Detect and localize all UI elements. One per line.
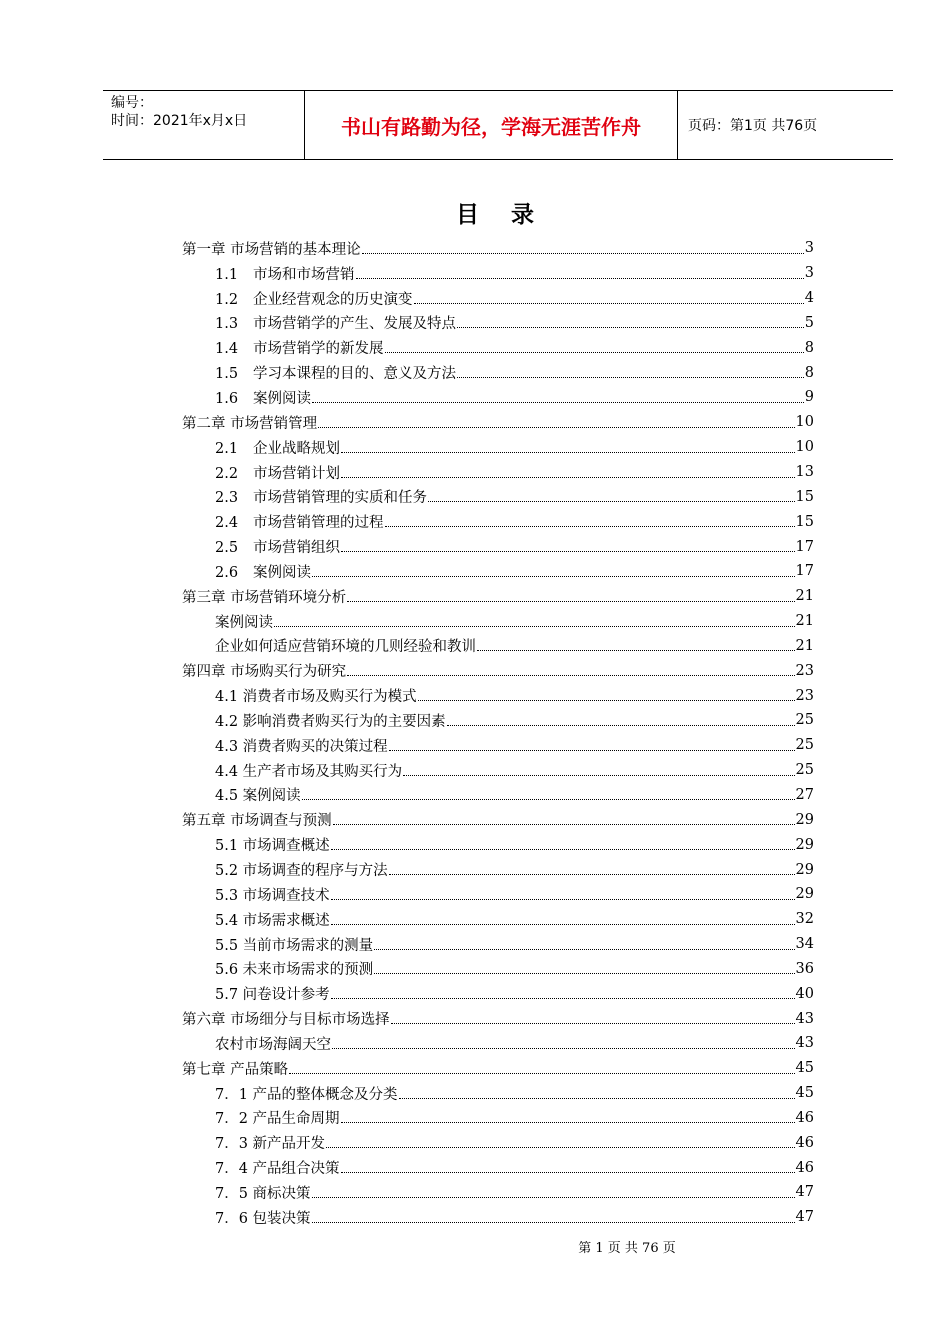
- toc-dot-leader: [312, 1222, 795, 1223]
- toc-entry-text: 4.4 生产者市场及其购买行为: [215, 763, 403, 780]
- toc-dot-leader: [347, 675, 794, 676]
- toc-page-number: 34: [795, 936, 814, 953]
- toc-entry-number: 2.3: [215, 490, 239, 507]
- toc-entry-label: [215, 934, 373, 955]
- toc-dot-leader: [326, 1147, 794, 1148]
- toc-entry-label: [215, 635, 476, 656]
- toc-dot-leader: [457, 377, 804, 378]
- toc-entry-text: 4.2 影响消费者购买行为的主要因素: [215, 713, 446, 730]
- toc-page-number: 25: [795, 712, 814, 729]
- toc-entry[interactable]: [182, 1205, 814, 1230]
- toc-entry-label: [215, 1157, 340, 1178]
- toc-entry[interactable]: [182, 1081, 814, 1106]
- toc-entry-label: [182, 586, 346, 607]
- toc-page-number: 45: [795, 1085, 814, 1102]
- toc-page-number: 10: [795, 439, 814, 456]
- toc-entry-label: [182, 238, 361, 259]
- toc-dot-leader: [312, 576, 795, 577]
- page-header: [103, 90, 893, 160]
- toc-entry-label: [215, 1033, 331, 1054]
- toc-page-number: 36: [795, 960, 814, 977]
- toc-entry-number: 1.5: [215, 366, 239, 383]
- toc-entry-text: 企业经营观念的历史演变: [253, 291, 413, 308]
- toc-page-number: 29: [795, 811, 814, 828]
- toc-entry-label: [215, 784, 301, 805]
- toc-entry-text: 4.5 案例阅读: [215, 788, 301, 805]
- toc-entry-text: 第二章 市场营销管理: [182, 415, 318, 432]
- toc-entry[interactable]: [182, 311, 814, 336]
- toc-page-number: 10: [795, 414, 814, 431]
- toc-entry-label: [182, 1008, 390, 1029]
- toc-entry-label: [215, 561, 311, 582]
- toc-entry[interactable]: [182, 1006, 814, 1031]
- toc-entry-text: 学习本课程的目的、意义及方法: [253, 366, 456, 383]
- toc-entry[interactable]: [182, 509, 814, 534]
- toc-page-number: 43: [795, 1010, 814, 1027]
- toc-dot-leader: [341, 551, 795, 552]
- toc-dot-leader: [347, 601, 794, 602]
- toc-page-number: 17: [795, 538, 814, 555]
- toc-dot-leader: [403, 775, 794, 776]
- toc-entry-text: 5.4 市场需求概述: [215, 912, 330, 929]
- toc-page-number: 47: [795, 1209, 814, 1226]
- toc-entry-label: [215, 387, 311, 408]
- toc-entry[interactable]: [182, 658, 814, 683]
- toc-page-number: 43: [795, 1035, 814, 1052]
- toc-page-number: 3: [804, 265, 814, 282]
- toc-entry-label: [215, 337, 384, 358]
- document-number-label: 编号：: [111, 95, 153, 111]
- toc-entry[interactable]: [182, 559, 814, 584]
- toc-entry-label: [215, 312, 456, 333]
- toc-entry[interactable]: [182, 733, 814, 758]
- toc-entry[interactable]: [182, 882, 814, 907]
- toc-entry-text: 农村市场海阔天空: [215, 1036, 331, 1053]
- toc-entry[interactable]: [182, 1155, 814, 1180]
- toc-entry-label: [215, 1182, 311, 1203]
- toc-page-number: 15: [795, 488, 814, 505]
- toc-entry-number: 2.5: [215, 540, 239, 557]
- toc-entry[interactable]: [182, 584, 814, 609]
- toc-entry-text: 市场营销管理的过程: [253, 515, 384, 532]
- toc-entry-text: 7．1 产品的整体概念及分类: [215, 1086, 398, 1103]
- toc-dot-leader: [385, 526, 795, 527]
- toc-entry-label: [215, 834, 330, 855]
- toc-entry[interactable]: [182, 534, 814, 559]
- toc-entry-text: 4.1 消费者市场及购买行为模式: [215, 689, 417, 706]
- toc-entry[interactable]: [182, 857, 814, 882]
- toc-dot-leader: [389, 874, 795, 875]
- toc-entry[interactable]: [182, 286, 814, 311]
- toc-entry-label: [215, 462, 340, 483]
- toc-dot-leader: [331, 849, 795, 850]
- toc-entry-label: [215, 611, 273, 632]
- toc-page-number: 4: [804, 290, 814, 307]
- toc-entry[interactable]: [182, 634, 814, 659]
- toc-entry[interactable]: [182, 1106, 814, 1131]
- toc-page-number: 46: [795, 1134, 814, 1151]
- toc-dot-leader: [332, 1048, 795, 1049]
- toc-entry[interactable]: [182, 981, 814, 1006]
- toc-dot-leader: [289, 1073, 794, 1074]
- toc-entry[interactable]: [182, 758, 814, 783]
- toc-dot-leader: [385, 352, 804, 353]
- toc-entry-text: 市场和市场营销: [253, 266, 355, 283]
- toc-entry-number: 1.6: [215, 390, 239, 407]
- toc-dot-leader: [318, 427, 794, 428]
- toc-page-number: 25: [795, 737, 814, 754]
- toc-entry-text: 第五章 市场调查与预测: [182, 813, 332, 830]
- toc-entry[interactable]: [182, 435, 814, 460]
- toc-entry[interactable]: [182, 956, 814, 981]
- toc-page-number: 8: [804, 364, 814, 381]
- toc-page-number: 15: [795, 513, 814, 530]
- toc-entry-label: [182, 660, 346, 681]
- toc-entry-label: [215, 486, 427, 507]
- toc-dot-leader: [274, 626, 795, 627]
- toc-entry[interactable]: [182, 832, 814, 857]
- toc-entry[interactable]: [182, 932, 814, 957]
- toc-entry-label: [215, 685, 417, 706]
- toc-entry[interactable]: [182, 708, 814, 733]
- toc-entry-number: 1.3: [215, 316, 239, 333]
- toc-dot-leader: [477, 650, 795, 651]
- toc-dot-leader: [356, 278, 804, 279]
- table-of-contents: [182, 236, 814, 1230]
- toc-page-number: 25: [795, 762, 814, 779]
- toc-entry-label: [182, 1058, 288, 1079]
- document-time-label: 时间：2021年x月x日: [111, 113, 248, 129]
- page-footer: 第 1 页 共 76 页: [578, 1241, 676, 1256]
- toc-entry[interactable]: [182, 1056, 814, 1081]
- toc-entry-label: [215, 511, 384, 532]
- toc-entry-text: 市场营销学的新发展: [253, 341, 384, 358]
- toc-page-number: 40: [795, 985, 814, 1002]
- toc-page-number: 29: [795, 886, 814, 903]
- toc-page-number: 32: [795, 911, 814, 928]
- toc-entry-text: 案例阅读: [253, 564, 311, 581]
- toc-entry-label: [215, 735, 388, 756]
- toc-entry-text: 企业如何适应营销环境的几则经验和教训: [215, 639, 476, 656]
- toc-page-number: 3: [804, 240, 814, 257]
- toc-entry-text: 5.7 问卷设计参考: [215, 987, 330, 1004]
- toc-page-number: 17: [795, 563, 814, 580]
- toc-title: 目 录: [455, 202, 535, 228]
- toc-page-number: 47: [795, 1184, 814, 1201]
- toc-entry-label: [215, 1107, 340, 1128]
- toc-entry[interactable]: [182, 484, 814, 509]
- toc-entry[interactable]: [182, 683, 814, 708]
- toc-page-number: 27: [795, 786, 814, 803]
- toc-dot-leader: [331, 899, 795, 900]
- toc-dot-leader: [447, 725, 795, 726]
- toc-dot-leader: [341, 1172, 795, 1173]
- toc-entry-number: 2.1: [215, 440, 239, 457]
- toc-entry-label: [215, 288, 413, 309]
- toc-entry-text: 第六章 市场细分与目标市场选择: [182, 1012, 390, 1029]
- toc-entry-label: [182, 809, 332, 830]
- toc-entry[interactable]: [182, 236, 814, 261]
- toc-dot-leader: [428, 501, 795, 502]
- toc-dot-leader: [418, 700, 795, 701]
- toc-entry-number: 2.6: [215, 564, 239, 581]
- toc-entry[interactable]: [182, 385, 814, 410]
- toc-entry-text: 第三章 市场营销环境分析: [182, 589, 347, 606]
- toc-entry-text: 案例阅读: [253, 390, 311, 407]
- toc-entry-text: 7．6 包装决策: [215, 1210, 311, 1227]
- toc-entry[interactable]: [182, 907, 814, 932]
- toc-entry-text: 5.5 当前市场需求的测量: [215, 937, 374, 954]
- toc-entry-label: [215, 884, 330, 905]
- toc-entry-label: [215, 760, 402, 781]
- toc-entry-text: 第七章 产品策略: [182, 1061, 289, 1078]
- toc-entry-number: 2.2: [215, 465, 239, 482]
- toc-entry-text: 第一章 市场营销的基本理论: [182, 241, 361, 258]
- toc-entry-label: [215, 983, 330, 1004]
- toc-entry[interactable]: [182, 410, 814, 435]
- toc-dot-leader: [331, 998, 795, 999]
- toc-page-number: 45: [795, 1060, 814, 1077]
- toc-dot-leader: [389, 750, 795, 751]
- toc-dot-leader: [457, 327, 804, 328]
- toc-entry-text: 7．4 产品组合决策: [215, 1161, 340, 1178]
- toc-dot-leader: [331, 924, 795, 925]
- toc-entry-text: 5.6 未来市场需求的预测: [215, 962, 374, 979]
- toc-dot-leader: [341, 1122, 795, 1123]
- header-left-cell: [103, 91, 304, 159]
- toc-page-number: 23: [795, 662, 814, 679]
- toc-dot-leader: [414, 303, 804, 304]
- toc-entry-label: [215, 859, 388, 880]
- toc-entry-text: 7．3 新产品开发: [215, 1136, 326, 1153]
- toc-dot-leader: [302, 799, 795, 800]
- header-motto: 书山有路勤为径，学海无涯苦作舟: [304, 91, 678, 159]
- toc-entry-text: 7．2 产品生命周期: [215, 1111, 340, 1128]
- toc-entry-text: 市场营销管理的实质和任务: [253, 490, 427, 507]
- toc-entry[interactable]: [182, 783, 814, 808]
- toc-entry-text: 案例阅读: [215, 614, 273, 631]
- toc-entry[interactable]: [182, 807, 814, 832]
- toc-entry-text: 市场营销学的产生、发展及特点: [253, 316, 456, 333]
- toc-entry-label: [215, 263, 355, 284]
- toc-dot-leader: [399, 1098, 795, 1099]
- toc-page-number: 8: [804, 339, 814, 356]
- toc-entry-label: [215, 1083, 398, 1104]
- toc-entry-text: 市场营销计划: [253, 465, 340, 482]
- toc-dot-leader: [362, 253, 804, 254]
- toc-entry-text: 4.3 消费者购买的决策过程: [215, 738, 388, 755]
- toc-entry-number: 1.4: [215, 341, 239, 358]
- toc-entry-label: [215, 1207, 311, 1228]
- toc-page-number: 29: [795, 861, 814, 878]
- toc-entry-text: 7．5 商标决策: [215, 1185, 311, 1202]
- toc-page-number: 46: [795, 1109, 814, 1126]
- toc-dot-leader: [341, 452, 795, 453]
- toc-dot-leader: [312, 1197, 795, 1198]
- toc-dot-leader: [391, 1023, 795, 1024]
- toc-entry-label: [215, 710, 446, 731]
- toc-page-number: 46: [795, 1159, 814, 1176]
- toc-entry[interactable]: [182, 1130, 814, 1155]
- toc-dot-leader: [341, 477, 795, 478]
- toc-entry-label: [215, 958, 373, 979]
- toc-page-number: 21: [795, 613, 814, 630]
- toc-entry-text: 5.3 市场调查技术: [215, 887, 330, 904]
- toc-page-number: 5: [804, 314, 814, 331]
- toc-entry-label: [215, 909, 330, 930]
- toc-entry-text: 5.2 市场调查的程序与方法: [215, 863, 388, 880]
- toc-entry-label: [215, 1132, 325, 1153]
- toc-entry-number: 2.4: [215, 515, 239, 532]
- toc-entry-number: 1.1: [215, 266, 239, 283]
- toc-entry-text: 第四章 市场购买行为研究: [182, 664, 347, 681]
- toc-entry-text: 企业战略规划: [253, 440, 340, 457]
- toc-dot-leader: [333, 824, 795, 825]
- toc-dot-leader: [374, 973, 794, 974]
- toc-page-number: 13: [795, 464, 814, 481]
- toc-page-number: 9: [804, 389, 814, 406]
- toc-entry-label: [215, 536, 340, 557]
- toc-entry-label: [182, 412, 317, 433]
- toc-entry[interactable]: [182, 1180, 814, 1205]
- toc-dot-leader: [312, 402, 804, 403]
- toc-entry[interactable]: [182, 609, 814, 634]
- toc-page-number: 21: [795, 588, 814, 605]
- toc-entry[interactable]: [182, 261, 814, 286]
- toc-entry[interactable]: [182, 360, 814, 385]
- toc-entry[interactable]: [182, 1031, 814, 1056]
- toc-entry-text: 市场营销组织: [253, 540, 340, 557]
- toc-entry-label: [215, 362, 456, 383]
- toc-page-number: 23: [795, 687, 814, 704]
- header-page-info: 页码：第1页 共76页: [688, 118, 818, 134]
- toc-entry-number: 1.2: [215, 291, 239, 308]
- toc-entry[interactable]: [182, 335, 814, 360]
- toc-dot-leader: [374, 949, 794, 950]
- toc-entry[interactable]: [182, 460, 814, 485]
- toc-entry-text: 5.1 市场调查概述: [215, 838, 330, 855]
- toc-page-number: 29: [795, 836, 814, 853]
- toc-entry-label: [215, 437, 340, 458]
- toc-page-number: 21: [795, 637, 814, 654]
